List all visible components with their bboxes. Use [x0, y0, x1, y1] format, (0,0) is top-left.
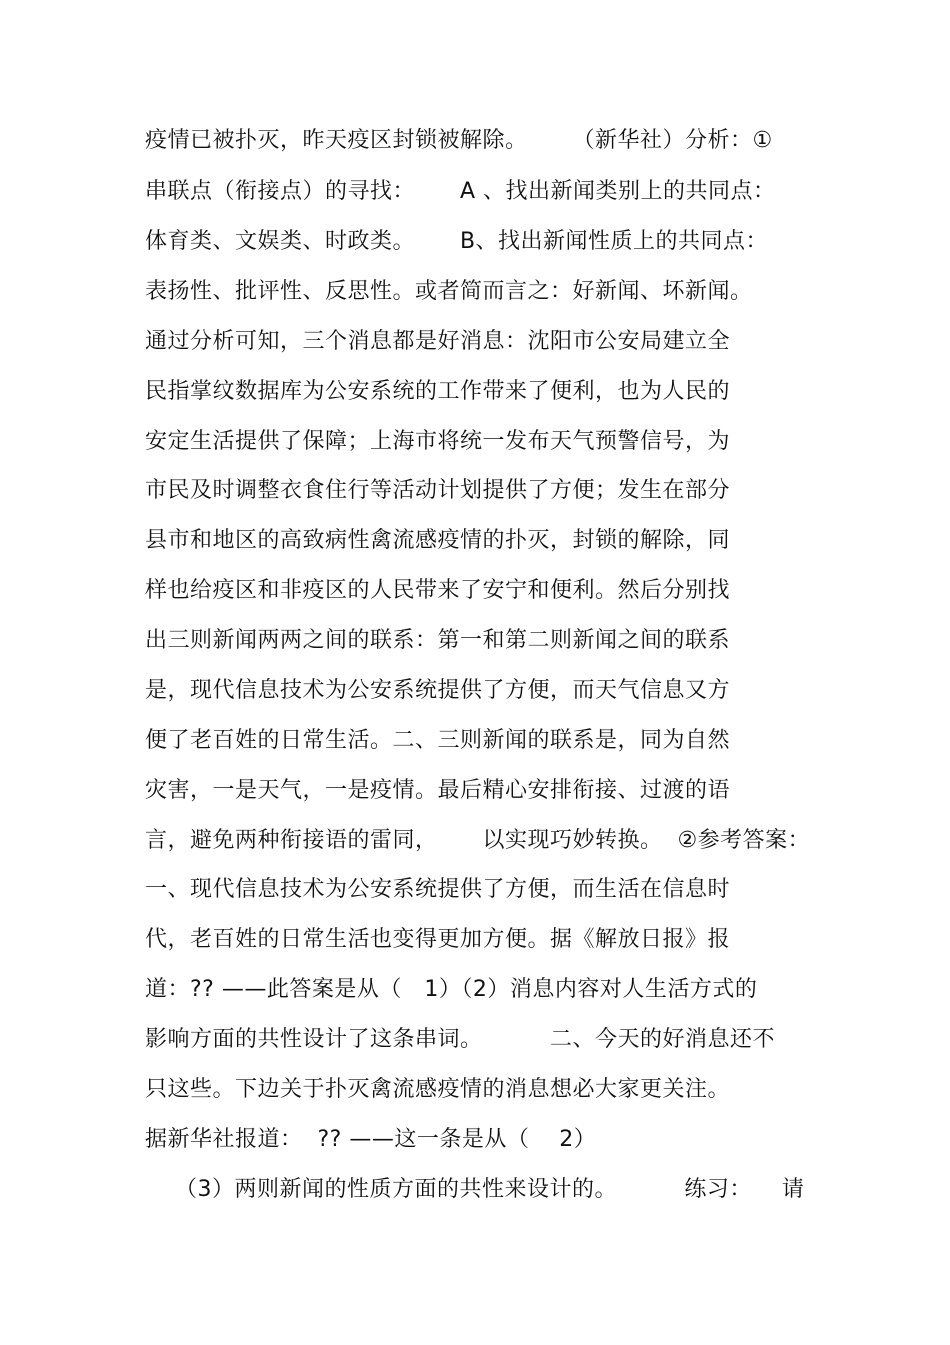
text-line: 据新华社报道： ?? ——这一条是从（ 2） [145, 1127, 597, 1152]
text-line: 只这些。下边关于扑灭禽流感疫情的消息想必大家更关注。 [145, 1077, 731, 1102]
text-line: 疫情已被扑灭，昨天疫区封锁被解除。 （新华社）分析：① [145, 128, 773, 153]
text-line: 县市和地区的高致病性禽流感疫情的扑灭，封锁的解除，同 [145, 528, 731, 553]
text-line: 灾害，一是天气，一是疫情。最后精心安排衔接、过渡的语 [145, 778, 731, 803]
text-line: 样也给疫区和非疫区的人民带来了安宁和便利。然后分别找 [145, 578, 731, 603]
text-line: 通过分析可知，三个消息都是好消息：沈阳市公安局建立全 [145, 329, 731, 354]
text-line: 道：?? ——此答案是从（ 1）（2）消息内容对人生活方式的 [145, 977, 758, 1002]
text-line: 安定生活提供了保障；上海市将统一发布天气预警信号，为 [145, 429, 731, 454]
text-line: 影响方面的共性设计了这条串词。 二、今天的好消息还不 [145, 1027, 775, 1052]
text-line: 一、现代信息技术为公安系统提供了方便，而生活在信息时 [145, 877, 731, 902]
text-line: 便了老百姓的日常生活。二、三则新闻的联系是，同为自然 [145, 728, 731, 753]
text-line: 表扬性、批评性、反思性。或者简而言之：好新闻、坏新闻。 [145, 279, 753, 304]
text-line: 体育类、文娱类、时政类。 B、找出新闻性质上的共同点： [145, 229, 769, 254]
text-line: 民指掌纹数据库为公安系统的工作带来了便利，也为人民的 [145, 379, 731, 404]
text-line: 代，老百姓的日常生活也变得更加方便。据《解放日报》报 [145, 927, 731, 952]
text-line: 是，现代信息技术为公安系统提供了方便，而天气信息又方 [145, 678, 731, 703]
text-line: 出三则新闻两两之间的联系：第一和第二则新闻之间的联系 [145, 628, 731, 653]
text-line: （3）两则新闻的性质方面的共性来设计的。 练习： 请 [145, 1177, 805, 1202]
text-line: 串联点（衔接点）的寻找： A 、找出新闻类别上的共同点： [145, 179, 776, 204]
text-line: 市民及时调整衣食住行等活动计划提供了方便；发生在部分 [145, 478, 731, 503]
text-line: 言，避免两种衔接语的雷同， 以实现巧妙转换。 ②参考答案： [145, 828, 811, 853]
